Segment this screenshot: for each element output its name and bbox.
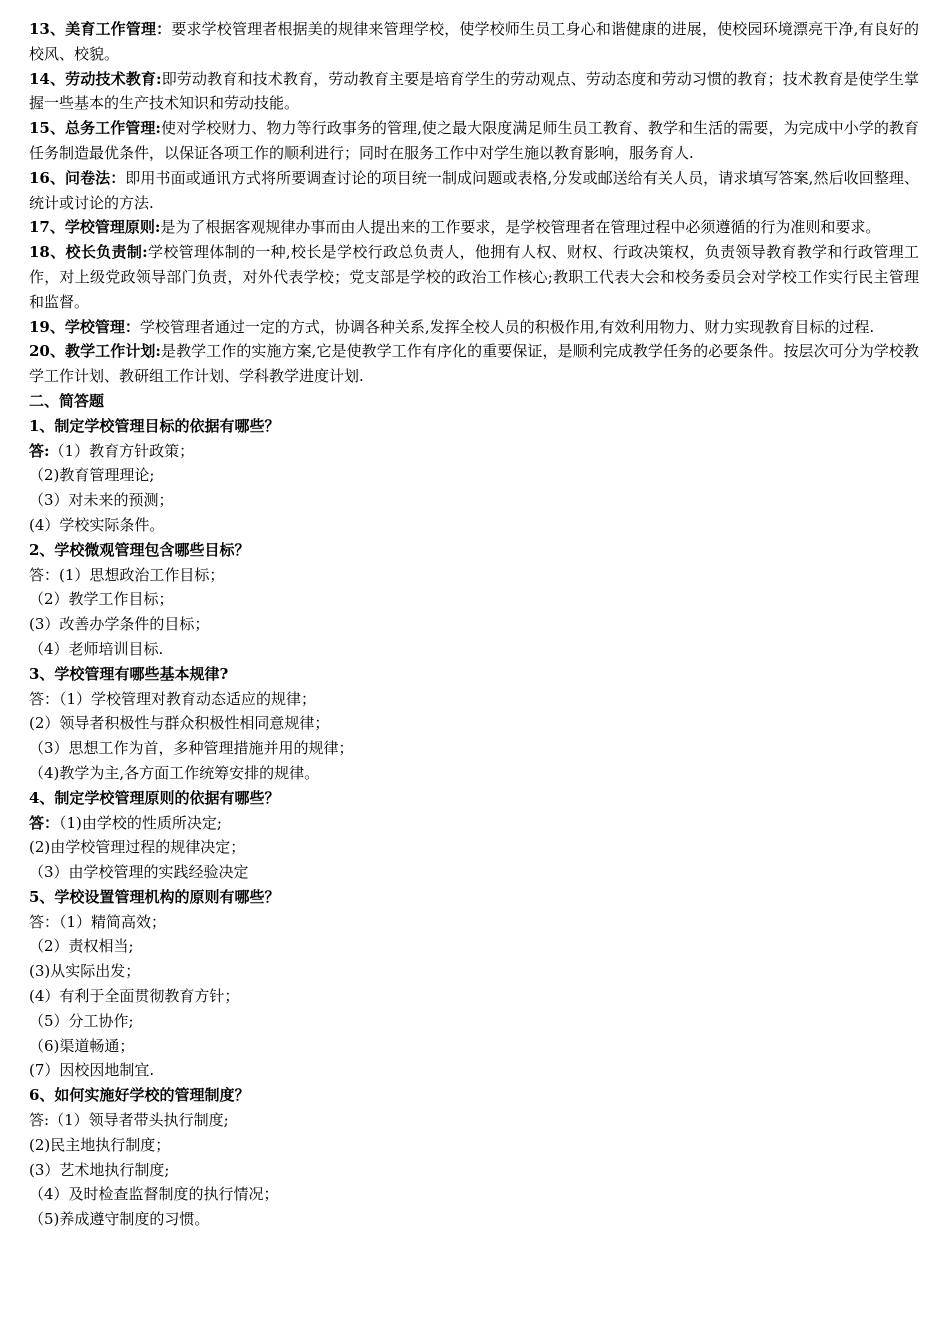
answer-label: 答：: [29, 912, 60, 931]
answer-line: [29, 439, 919, 464]
question-title: 6、如何实施好学校的管理制度？: [29, 1086, 250, 1105]
answer-line: （4）老师培训目标.: [29, 639, 164, 658]
definition-text: 即用书面或通讯方式将所要调查讨论的项目统一制成问题或表格,分发或邮送给有关人员，请求填写答案,然后收回整理、统计或讨论的方法.: [29, 168, 919, 212]
answer-line: [29, 1108, 919, 1133]
definition-term: 13、美育工作管理：: [29, 20, 172, 38]
definition-15: [29, 116, 919, 166]
definition-text: 是教学工作的实施方案,它是使教学工作有序化的重要保证，是顺利完成教学任务的必要条件。按层次可分为学校教学工作计划、教研组工作计划、学科教学进度计划.: [29, 342, 919, 386]
definition-19: [29, 315, 919, 340]
answer-label: 答:: [29, 441, 50, 460]
answer-text: （1）领导者带头执行制度;: [49, 1111, 229, 1130]
definition-text: 要求学校管理者根据美的规律来管理学校，使学校师生员工身心和谐健康的进展，使校园环境漂亮干净,有良好的校风、校貌。: [29, 20, 919, 63]
definition-13: [29, 17, 919, 67]
answer-line: (3）艺术地执行制度;: [29, 1160, 170, 1179]
definition-term: 16、问卷法：: [29, 168, 126, 187]
answer-line: （5）分工协作;: [29, 1011, 134, 1030]
answer-line: (4）学校实际条件。: [29, 515, 165, 534]
question-title: 5、学校设置管理机构的原则有哪些？: [29, 887, 280, 906]
answer-line: （2)教育管理理论;: [29, 466, 155, 485]
section-heading: 二、简答题: [29, 391, 105, 410]
answer-line: (2）领导者积极性与群众积极性相同意规律；: [29, 714, 330, 733]
definition-16: [29, 166, 919, 216]
definition-text: 学校管理者通过一定的方式，协调各种关系,发挥全校人员的积极作用,有效利用物力、财力实现教育目标的过程.: [139, 317, 875, 336]
definition-term: 19、学校管理：: [29, 317, 140, 336]
definition-term: 14、劳动技术教育:: [29, 69, 162, 88]
answer-line: (4）有利于全面贯彻教育方针；: [29, 987, 240, 1006]
definition-term: 20、教学工作计划:: [29, 342, 161, 361]
definition-18: [29, 240, 919, 314]
definition-20: [29, 339, 919, 389]
definition-term: 17、学校管理原则:: [29, 218, 161, 237]
question-title: 4、制定学校管理原则的依据有哪些？: [29, 788, 280, 807]
answer-label: 答：: [29, 565, 60, 584]
definition-text: 学校管理体制的一种,校长是学校行政总负责人，他拥有人权、财权、行政决策权，负责领导教育教学和行政管理工作，对上级党政领导部门负责，对外代表学校；党支部是学校的政治工作核心;教职工代表大会和校务委员会对学校工作实行民主管理和监督。: [29, 243, 919, 311]
answer-line: [29, 910, 919, 935]
answer-line: [29, 563, 919, 588]
definition-14: [29, 67, 919, 117]
definition-17: [29, 215, 919, 240]
answer-label: 答：: [29, 689, 60, 708]
answer-line: （4)教学为主,各方面工作统筹安排的规律。: [29, 763, 320, 782]
answer-label: 答：: [29, 813, 60, 832]
question-title: 1、制定学校管理目标的依据有哪些？: [29, 416, 280, 435]
definition-text: 使对学校财力、物力等行政事务的管理,使之最大限度满足师生员工教育、教学和生活的需要，为完成中小学的教育任务制造最优条件，以保证各项工作的顺利进行；同时在服务工作中对学生施以教育影响，服务育人.: [29, 119, 919, 162]
definition-text: 即劳动教育和技术教育，劳动教育主要是培育学生的劳动观点、劳动态度和劳动习惯的教育；技术教育是使学生掌握一些基本的生产技术知识和劳动技能。: [29, 69, 919, 113]
answer-line: (2)民主地执行制度；: [29, 1135, 171, 1154]
answer-text: （1）学校管理对教育动态适应的规律；: [59, 689, 317, 708]
definition-term: 18、校长负责制:: [29, 243, 148, 262]
answer-line: （5)养成遵守制度的习惯。: [29, 1210, 210, 1229]
definition-term: 15、总务工作管理:: [29, 119, 161, 138]
answer-line: （4）及时检查监督制度的执行情况；: [29, 1185, 279, 1204]
answer-line: (2)由学校管理过程的规律决定；: [29, 838, 246, 857]
answer-text: （1)由学校的性质所决定;: [59, 813, 222, 832]
answer-line: （3）对未来的预测；: [29, 491, 174, 510]
answer-line: (7）因校因地制宜.: [29, 1061, 155, 1080]
question-title: 2、学校微观管理包含哪些目标？: [29, 540, 250, 559]
answer-label: 答:: [29, 1111, 50, 1130]
answer-text: （1）教育方针政策；: [49, 441, 195, 460]
answer-line: (3）改善办学条件的目标；: [29, 615, 210, 634]
answer-line: （3）由学校管理的实践经验决定: [29, 863, 249, 882]
answer-text: (1）思想政治工作目标；: [59, 565, 225, 584]
answer-text: （1）精简高效；: [59, 912, 167, 931]
answer-line: [29, 811, 919, 836]
answer-line: （2）教学工作目标；: [29, 590, 174, 609]
answer-line: （2）责权相当;: [29, 937, 134, 956]
answer-line: （3）思想工作为首，多种管理措施并用的规律；: [29, 739, 354, 758]
answer-line: (3)从实际出发；: [29, 962, 141, 981]
question-title: 3、学校管理有哪些基本规律?: [29, 664, 229, 683]
answer-line: [29, 687, 919, 712]
answer-line: （6)渠道畅通；: [29, 1036, 135, 1055]
definition-text: 是为了根据客观规律办事而由人提出来的工作要求，是学校管理者在管理过程中必须遵循的行为准则和要求。: [160, 218, 881, 237]
